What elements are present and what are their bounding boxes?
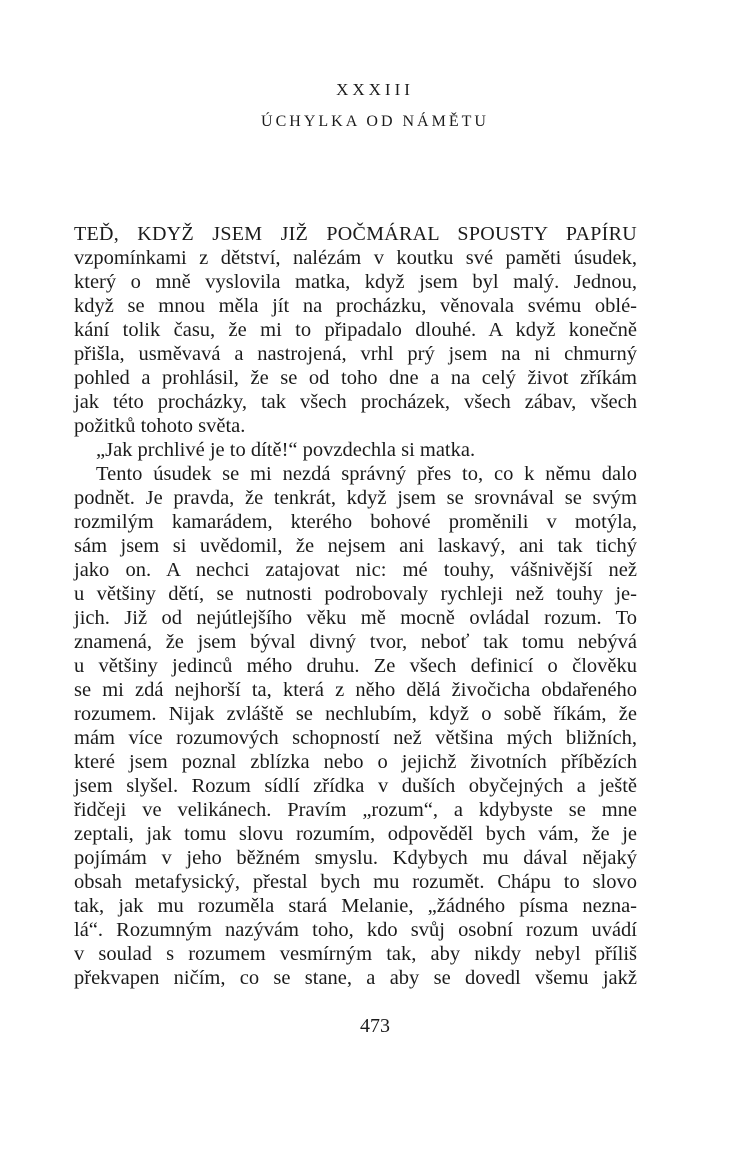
text-line: Tento úsudek se mi nezdá správný přes to, co k němu dalo	[96, 463, 637, 485]
text-line: kání tolik času, že mi to připadalo dlouhé. A když konečně	[74, 319, 637, 341]
chapter-body	[74, 222, 637, 990]
chapter-title: ÚCHYLKA OD NÁMĚTU	[261, 113, 489, 130]
text-line: u většiny jedinců mého druhu. Ze všech definicí o člověku	[74, 655, 637, 677]
text-line: jako on. A nechci zatajovat nic: mé touhy, vášnivější než	[74, 559, 637, 581]
text-line: vzpomínkami z dětství, nalézám v koutku své paměti úsudek,	[74, 247, 637, 269]
chapter-number: XXXIII	[336, 80, 414, 99]
text-line: který o mně vyslovila matka, když jsem byl malý. Jednou,	[74, 271, 637, 293]
text-line: zeptali, jak tomu slovu rozumím, odpověděl bych vám, že je	[74, 823, 637, 845]
text-line: mám více rozumových schopností než většina mých bližních,	[74, 727, 637, 749]
text-line: požitků tohoto světa.	[74, 415, 246, 437]
text-line: u většiny dětí, se nutnosti podrobovaly rychleji než touhy je-	[74, 583, 637, 605]
text-line: jsem slyšel. Rozum sídlí zřídka v duších obyčejných a ještě	[74, 775, 637, 797]
text-line: obsah metafysický, přestal bych mu rozumět. Chápu to slovo	[74, 871, 637, 893]
text-line: překvapen ničím, co se stane, a aby se dovedl všemu jakž	[74, 967, 637, 989]
text-line: pohled a prohlásil, že se od toho dne a na celý život zříkám	[74, 367, 637, 389]
text-line: sám jsem si uvědomil, že nejsem ani laskavý, ani tak tichý	[74, 535, 637, 557]
text-line: pojímám v jeho běžném smyslu. Kdybych mu dával nějaký	[74, 847, 637, 869]
text-line: řidčeji ve velikánech. Pravím „rozum“, a kdybyste se mne	[74, 799, 637, 821]
page-number: 473	[360, 1015, 390, 1037]
text-line: které jsem poznal zblízka nebo o jejichž životních příbězích	[74, 751, 637, 773]
text-line: TEĎ, KDYŽ JSEM JIŽ POČMÁRAL SPOUSTY PAPÍRU	[74, 223, 637, 245]
text-line: jich. Již od nejútlejšího věku mě mocně ovládal rozum. To	[74, 607, 637, 629]
text-line: „Jak prchlivé je to dítě!“ povzdechla si matka.	[96, 439, 476, 461]
text-line: přišla, usměvavá a nastrojená, vrhl prý jsem na ni chmurný	[74, 343, 637, 365]
text-line: jak této procházky, tak všech procházek, všech zábav, všech	[74, 391, 637, 413]
text-line: když se mnou měla jít na procházku, věnovala svému oblé-	[74, 295, 637, 317]
text-line: se mi zdá nejhorší ta, která z něho dělá živočicha obdařeného	[74, 679, 637, 701]
text-line: v soulad s rozumem vesmírným tak, aby nikdy nebyl příliš	[74, 943, 637, 965]
text-line: rozumem. Nijak zvláště se nechlubím, když o sobě říkám, že	[74, 703, 637, 725]
text-line: tak, jak mu rozuměla stará Melanie, „žádného písma nezna-	[74, 895, 637, 917]
text-line: podnět. Je pravda, že tenkrát, když jsem se srovnával se svým	[74, 487, 637, 509]
text-line: rozmilým kamarádem, kterého bohové proměnili v motýla,	[74, 511, 637, 533]
text-line: lá“. Rozumným nazývám toho, kdo svůj osobní rozum uvádí	[74, 919, 637, 941]
text-line: znamená, že jsem býval divný tvor, neboť tak tomu nebývá	[74, 631, 637, 653]
